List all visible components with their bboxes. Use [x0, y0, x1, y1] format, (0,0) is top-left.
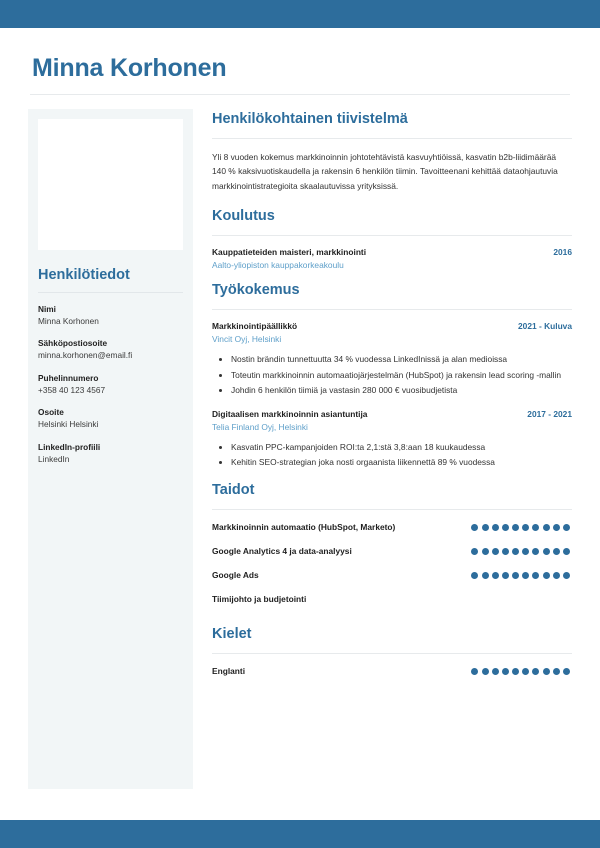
- entry-header: [212, 247, 572, 257]
- rating-dot: [553, 524, 560, 531]
- section-divider: [212, 235, 572, 236]
- contact-label: Osoite: [38, 407, 64, 418]
- entry: [212, 321, 572, 398]
- section-heading-education: Koulutus: [212, 208, 275, 225]
- rating-dot: [522, 548, 529, 555]
- rating-dot: [522, 668, 529, 675]
- title-divider: [30, 94, 570, 95]
- rating-dot: [563, 548, 570, 555]
- entry-date: 2021 - Kuluva: [518, 320, 572, 331]
- entry: [212, 247, 572, 270]
- rating-dot: [471, 524, 478, 531]
- rating-row: [212, 521, 572, 534]
- rating-dot: [512, 572, 519, 579]
- entry-subtitle: Telia Finland Oyj, Helsinki: [212, 421, 308, 432]
- rating-dot: [532, 524, 539, 531]
- contact-label: Sähköpostiosoite: [38, 338, 108, 349]
- entry-date: 2016: [553, 247, 572, 258]
- rating-dot: [512, 548, 519, 555]
- section-languages: [212, 625, 572, 678]
- education-list: [212, 247, 572, 270]
- rating-dot: [532, 668, 539, 675]
- entry-subtitle: Aalto-yliopiston kauppakorkeakoulu: [212, 260, 344, 271]
- contact-list: [38, 303, 183, 465]
- rating-dot: [522, 524, 529, 531]
- rating-dot: [482, 668, 489, 675]
- rating-dot: [471, 668, 478, 675]
- sidebar-section-heading-personal-details: Henkilötiedot: [38, 267, 130, 283]
- rating-dot: [553, 572, 560, 579]
- main-column: [193, 109, 572, 689]
- rating-dot: [492, 668, 499, 675]
- rating-dot: [512, 668, 519, 675]
- bottom-accent-bar: [0, 820, 600, 848]
- rating-label: Google Analytics 4 ja data-analyysi: [212, 546, 352, 557]
- skills-list: [212, 521, 572, 606]
- entry-bullet: • Kehitin SEO-strategian joka nosti orgaanista liikennettä 89 % vuodessa: [231, 456, 572, 470]
- contact-item: [38, 406, 183, 430]
- rating-row: [212, 569, 572, 582]
- section-divider: [212, 509, 572, 510]
- contact-item: [38, 337, 183, 361]
- rating-dot: [482, 572, 489, 579]
- sidebar-heading-divider: [38, 292, 183, 293]
- contact-value: Helsinki Helsinki: [38, 419, 99, 430]
- rating-dot: [482, 548, 489, 555]
- rating-dot: [482, 524, 489, 531]
- rating-row: [212, 665, 572, 678]
- contact-label: Puhelinnumero: [38, 372, 99, 383]
- rating-dots: [471, 572, 572, 579]
- entry-title: Kauppatieteiden maisteri, markkinointi: [212, 247, 367, 258]
- rating-dot: [543, 548, 550, 555]
- section-heading-summary: Henkilökohtainen tiivistelmä: [212, 111, 408, 127]
- entry-subtitle: Vincit Oyj, Helsinki: [212, 333, 282, 344]
- rating-dot: [502, 548, 509, 555]
- rating-dot: [471, 572, 478, 579]
- entry-bullet: • Kasvatin PPC-kampanjoiden ROI:ta 2,1:stä 3,8:aan 18 kuukaudessa: [231, 441, 572, 455]
- section-heading-languages: Kielet: [212, 625, 252, 642]
- rating-dot: [502, 668, 509, 675]
- section-experience: [212, 281, 572, 470]
- rating-label: Tiimijohto ja budjetointi: [212, 594, 307, 605]
- rating-dot: [502, 572, 509, 579]
- rating-label: Englanti: [212, 666, 246, 677]
- entry: [212, 409, 572, 470]
- entry-title: Digitaalisen markkinoinnin asiantuntija: [212, 408, 368, 419]
- rating-row: [212, 593, 572, 606]
- rating-dot: [563, 668, 570, 675]
- contact-value: Minna Korhonen: [38, 316, 99, 327]
- rating-dot: [543, 524, 550, 531]
- rating-dot: [502, 524, 509, 531]
- rating-dot: [522, 572, 529, 579]
- spacer: [212, 617, 572, 625]
- entry-bullet: • Nostin brändin tunnettuutta 34 % vuodessa LinkedInissä ja alan medioissa: [231, 353, 572, 367]
- rating-dot: [553, 668, 560, 675]
- section-heading-skills: Taidot: [212, 481, 255, 498]
- contact-value: LinkedIn: [38, 453, 70, 464]
- entry-bullet-list: [212, 441, 572, 470]
- entry-bullet: • Johdin 6 henkilön tiimiä ja vastasin 280 000 € vuosibudjetista: [231, 384, 572, 398]
- rating-dot: [512, 524, 519, 531]
- rating-dot: [532, 548, 539, 555]
- entry-header: [212, 321, 572, 331]
- rating-dot: [492, 572, 499, 579]
- entry-date: 2017 - 2021: [527, 408, 572, 419]
- summary-text: Yli 8 vuoden kokemus markkinoinnin johtotehtävistä kasvuyhtiöissä, kasvatin b2b-liidimäärää 140 % kaksivuotiskaudella ja rakensin 6 henkilön tiimin. Tavoitteenani kehittää dataohjautuvia markkinointistrategioita skaalautuvissa yrityksissä.: [212, 151, 558, 191]
- rating-dot: [492, 548, 499, 555]
- contact-item: [38, 372, 183, 396]
- contact-item: [38, 303, 183, 327]
- rating-dot: [543, 572, 550, 579]
- entry-title: Markkinointipäällikkö: [212, 320, 298, 331]
- rating-dot: [471, 548, 478, 555]
- section-heading-experience: Työkokemus: [212, 282, 300, 299]
- contact-value: minna.korhonen@email.fi: [38, 350, 133, 361]
- experience-list: [212, 321, 572, 470]
- entry-header: [212, 409, 572, 419]
- rating-dots: [471, 548, 572, 555]
- languages-list: [212, 665, 572, 678]
- section-summary: [212, 110, 572, 193]
- rating-dots: [471, 524, 572, 531]
- contact-label: LinkedIn-profiili: [38, 441, 101, 452]
- contact-label: Nimi: [38, 304, 56, 314]
- section-skills: [212, 481, 572, 606]
- sidebar: [28, 109, 193, 789]
- photo-placeholder[interactable]: [38, 119, 183, 250]
- rating-dot: [492, 524, 499, 531]
- rating-dot: [563, 572, 570, 579]
- contact-item: [38, 441, 183, 465]
- rating-dot: [543, 668, 550, 675]
- section-education: [212, 207, 572, 270]
- contact-value: +358 40 123 4567: [38, 384, 106, 395]
- section-divider: [212, 138, 572, 139]
- rating-label: Markkinoinnin automaatio (HubSpot, Marketo): [212, 522, 396, 533]
- section-divider: [212, 309, 572, 310]
- two-column-layout: [28, 109, 572, 789]
- top-accent-bar: [0, 0, 600, 28]
- rating-dot: [563, 524, 570, 531]
- page-title: Minna Korhonen: [32, 54, 227, 82]
- resume-content: [0, 28, 600, 820]
- rating-dots: [471, 668, 572, 675]
- rating-dot: [532, 572, 539, 579]
- rating-row: [212, 545, 572, 558]
- section-divider: [212, 653, 572, 654]
- rating-dot: [553, 548, 560, 555]
- rating-label: Google Ads: [212, 570, 259, 581]
- entry-bullet: • Toteutin markkinoinnin automaatiojärjestelmän (HubSpot) ja rakensin lead scoring -mallin: [231, 369, 572, 383]
- entry-bullet-list: [212, 353, 572, 398]
